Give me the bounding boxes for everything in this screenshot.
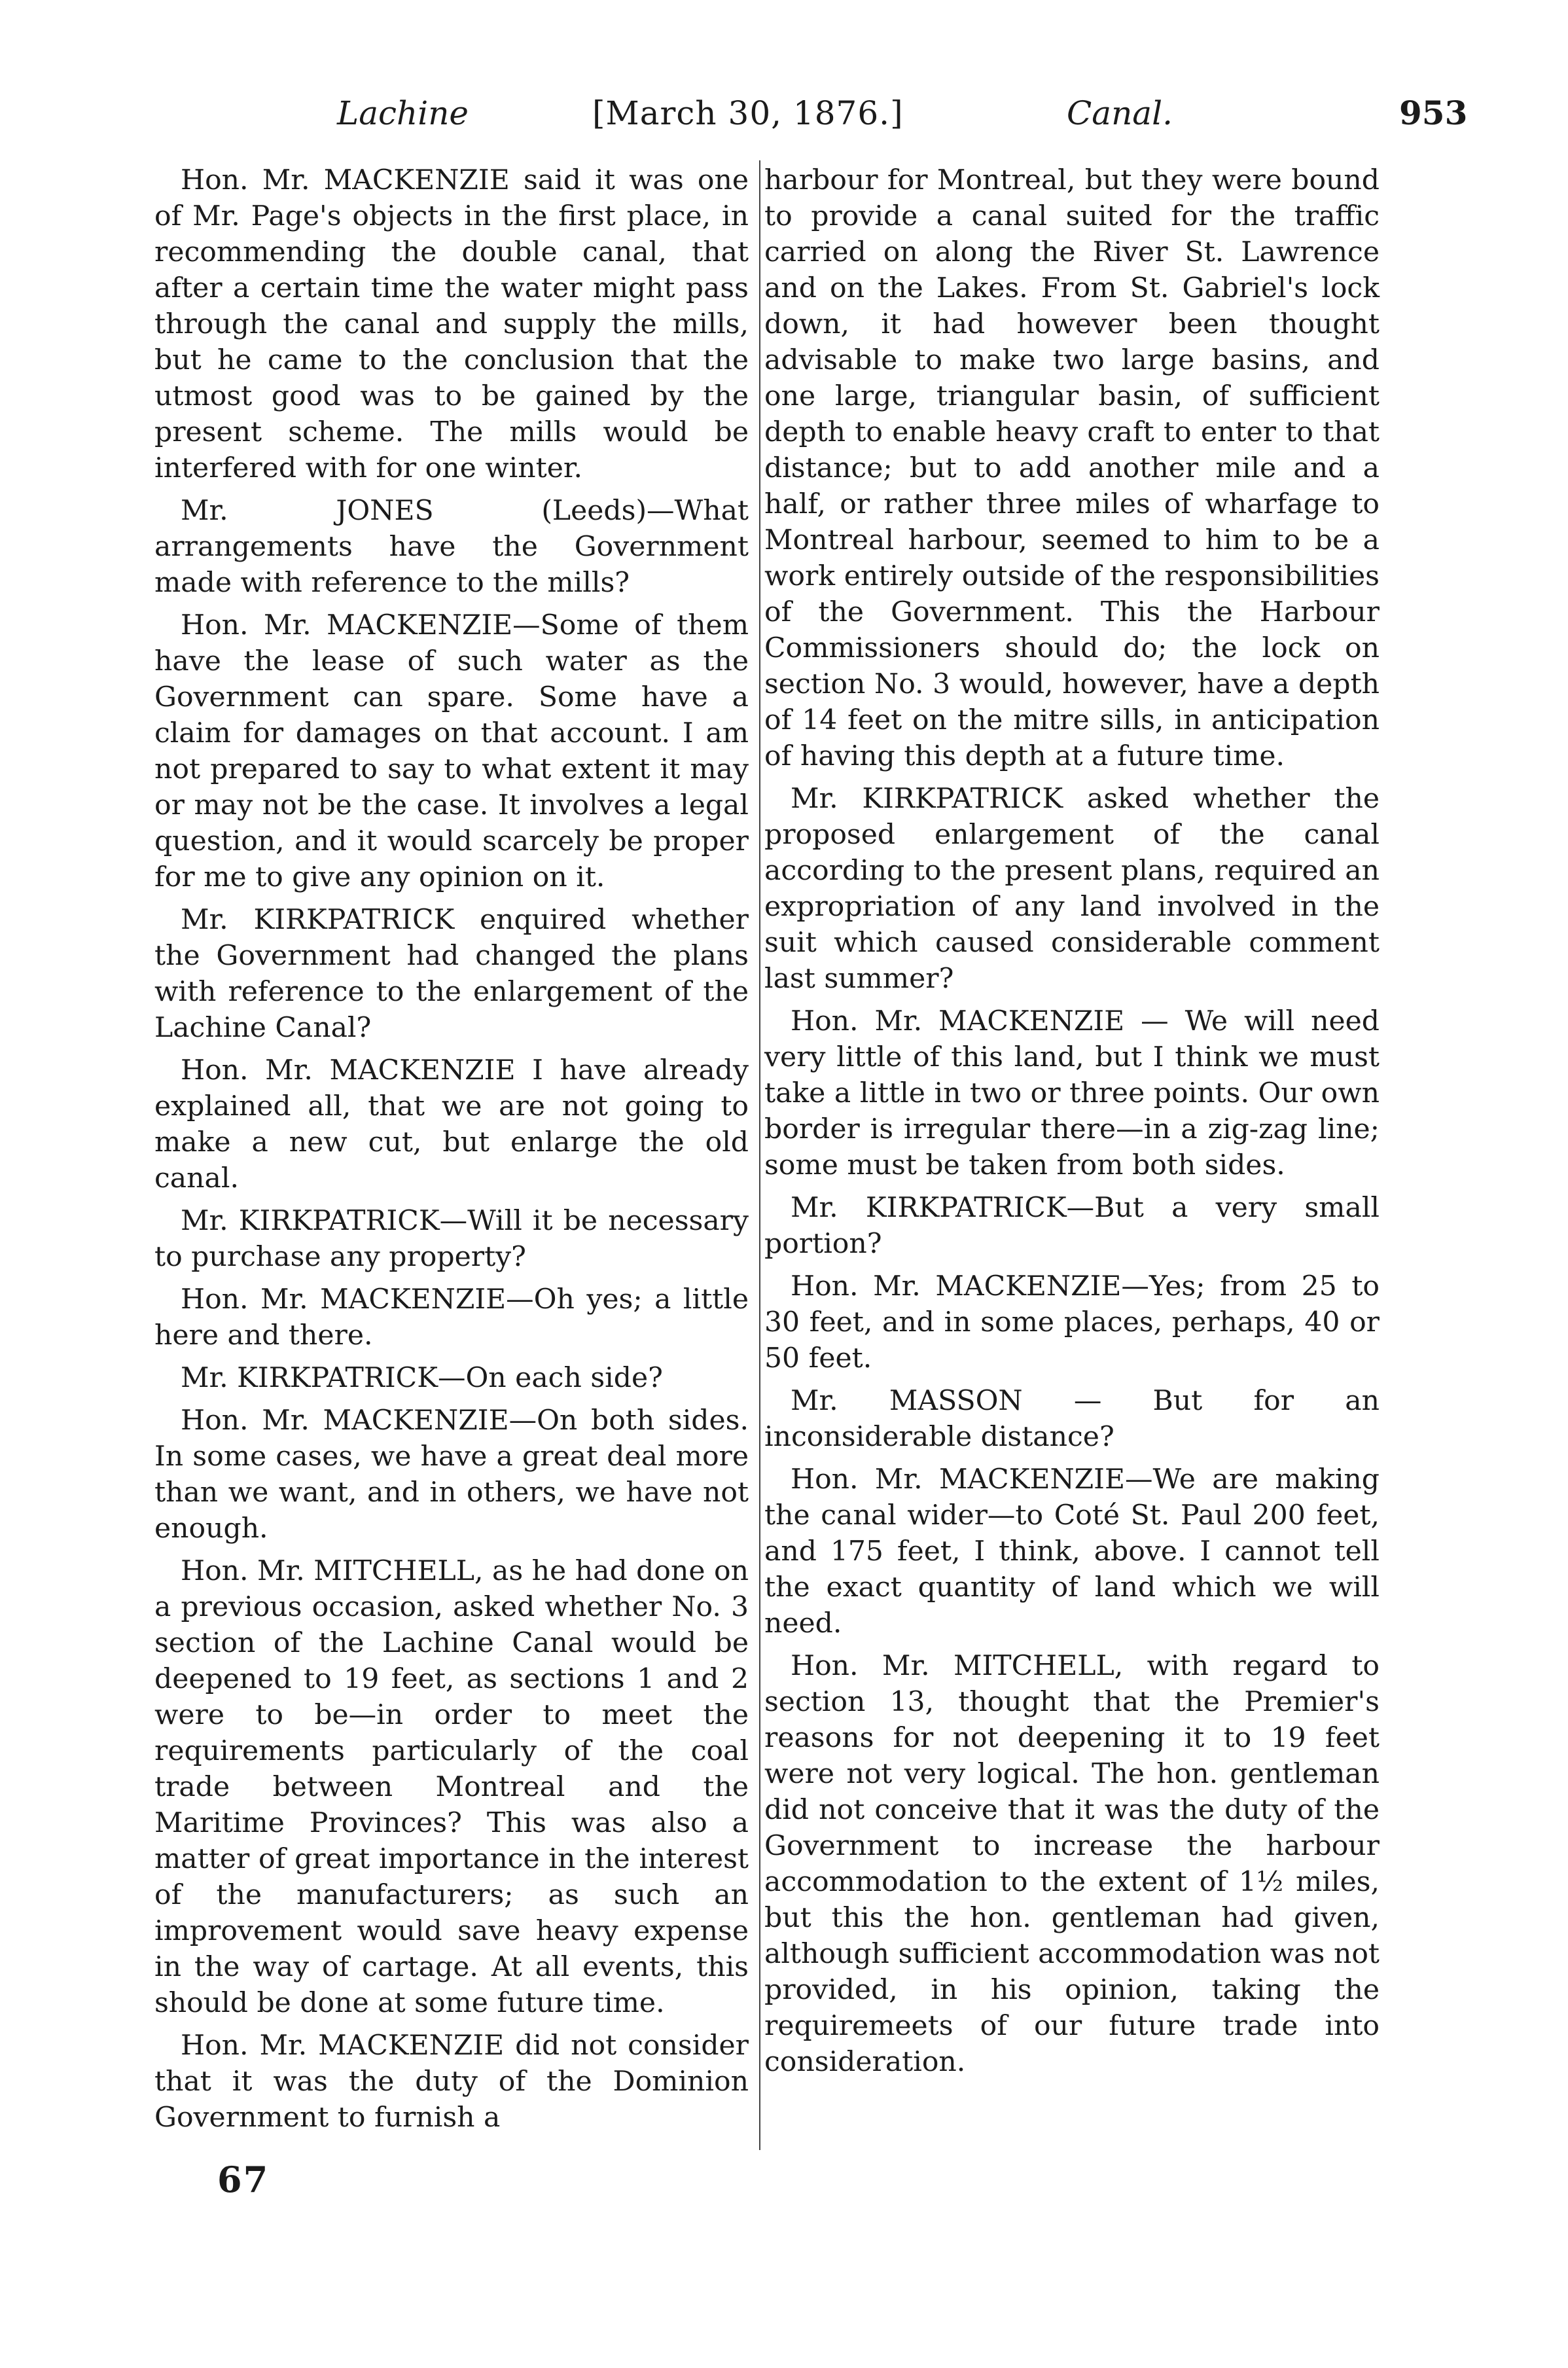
paragraph: Mr. KIRKPATRICK enquired whether the Government had changed the plans with reference to the enlargement of the Lachine Canal? <box>154 904 749 1044</box>
page-header <box>0 84 1568 143</box>
paragraph: Hon. Mr. MACKENZIE—Yes; from 25 to 30 feet, and in some places, perhaps, 40 or 50 feet. <box>764 1270 1380 1374</box>
paragraph: Hon. Mr. MACKENZIE did not consider that it was the duty of the Dominion Government to furnish a <box>154 2030 749 2134</box>
paragraph: Hon. Mr. MACKENZIE said it was one of Mr. Page's objects in the first place, in recommending the double canal, that after a certain time the water might pass through the canal and supply the mills, but he came to the conclusion that the utmost good was to be gained by the present scheme. The mills would be interfered with for one winter. <box>154 164 749 484</box>
running-head-right: Canal. <box>1067 94 1173 132</box>
paragraph: Mr. JONES (Leeds)—What arrangements have the Government made with reference to the mills? <box>154 495 749 599</box>
running-head-left: Lachine <box>337 94 469 132</box>
paragraph: Hon. Mr. MACKENZIE — We will need very little of this land, but I think we must take a little in two or three points. Our own border is irregular there—in a zig-zag line; some must be taken from both sides. <box>764 1005 1380 1181</box>
paragraph: Hon. Mr. MITCHELL, as he had done on a previous occasion, asked whether No. 3 section of the Lachine Canal would be deepened to 19 feet, as sections 1 and 2 were to be—in order to meet the requirements particularly of the coal trade between Montreal and the Maritime Provinces? This was also a matter of great importance in the interest of the manufacturers; as such an improvement would save heavy expense in the way of cartage. At all events, this should be done at some future time. <box>154 1555 749 2019</box>
paragraph: Hon. Mr. MACKENZIE—Some of them have the lease of such water as the Government can spare. Some have a claim for damages on that account. I am not prepared to say to what extent it may or may not be the case. It involves a legal question, and it would scarcely be proper for me to give any opinion on it. <box>154 609 749 893</box>
page-number: 953 <box>1399 94 1468 132</box>
left-column <box>154 162 749 2142</box>
signature-mark: 67 <box>217 2159 270 2200</box>
paragraph: Hon. Mr. MACKENZIE—On both sides. In some cases, we have a great deal more than we want, and in others, we have not enough. <box>154 1405 749 1545</box>
column-divider <box>759 160 760 2150</box>
paragraph: Hon. Mr. MACKENZIE—Oh yes; a little here and there. <box>154 1283 749 1352</box>
paragraph: Hon. Mr. MITCHELL, with regard to section 13, thought that the Premier's reasons for not deepening it to 19 feet were not very logical. The hon. gentleman did not conceive that it was the duty of the Government to increase the harbour accommodation to the extent of 1½ miles, but this the hon. gentleman had given, although sufficient accommodation was not provided, in his opinion, taking the requiremeets of our future trade into consideration. <box>764 1650 1380 2078</box>
paragraph: Hon. Mr. MACKENZIE—We are making the canal wider—to Coté St. Paul 200 feet, and 175 feet, I think, above. I cannot tell the exact quantity of land which we will need. <box>764 1463 1380 1640</box>
paragraph-continued: harbour for Montreal, but they were bound to provide a canal suited for the traffic carried on along the River St. Lawrence and on the Lakes. From St. Gabriel's lock down, it had however been thought advisable to make two large basins, and one large, triangular basin, of sufficient depth to enable heavy craft to enter to that distance; but to add another mile and a half, or rather three miles of wharfage to Montreal harbour, seemed to him to be a work entirely outside of the responsibilities of the Government. This the Harbour Commissioners should do; the lock on section No. 3 would, however, have a depth of 14 feet on the mitre sills, in anticipation of having this depth at a future time. <box>764 164 1380 772</box>
right-column <box>764 162 1380 2087</box>
paragraph: Mr. KIRKPATRICK—But a very small portion? <box>764 1192 1380 1260</box>
paragraph: Mr. KIRKPATRICK asked whether the proposed enlargement of the canal according to the present plans, required an expropriation of any land involved in the suit which caused considerable comment last summer? <box>764 783 1380 995</box>
paragraph: Mr. KIRKPATRICK—On each side? <box>181 1362 663 1394</box>
paragraph: Mr. MASSON — But for an inconsiderable distance? <box>764 1385 1380 1453</box>
paragraph: Hon. Mr. MACKENZIE I have already explained all, that we are not going to make a new cut, but enlarge the old canal. <box>154 1054 749 1194</box>
running-head-date: [March 30, 1876.] <box>592 94 904 132</box>
paragraph: Mr. KIRKPATRICK—Will it be necessary to purchase any property? <box>154 1205 749 1273</box>
